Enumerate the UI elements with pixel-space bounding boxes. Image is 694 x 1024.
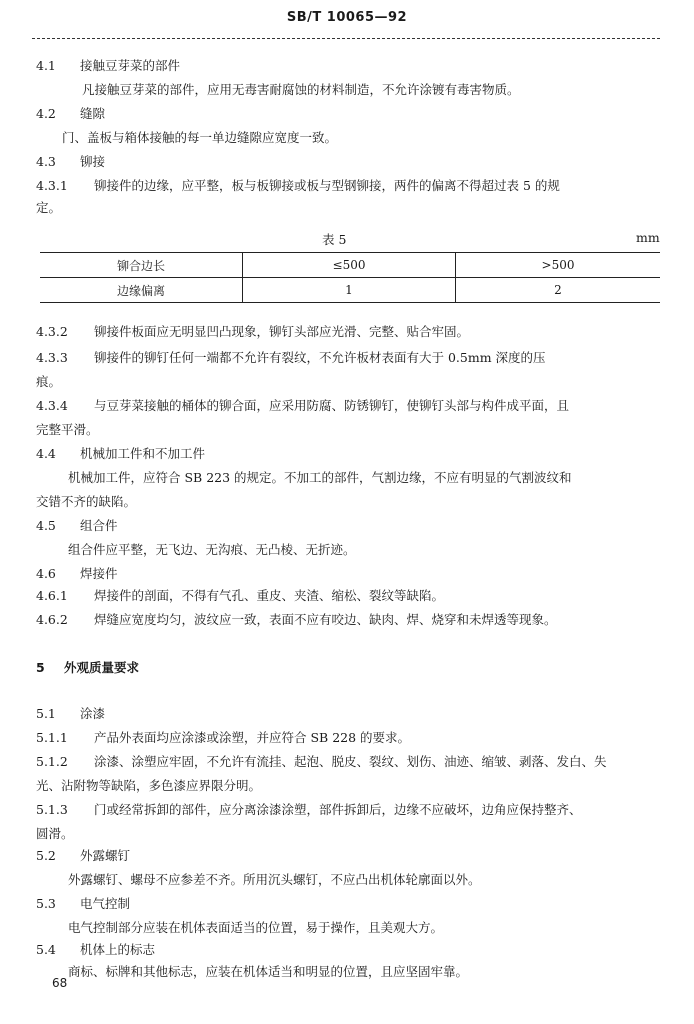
section-5-3-heading	[36, 896, 130, 912]
table-caption: 表 5	[322, 232, 347, 247]
section-title: 机体上的标志	[80, 942, 156, 957]
cell: 2	[456, 278, 661, 303]
section-4-3-heading	[36, 154, 105, 170]
section-title: 外露螺钉	[80, 848, 131, 863]
section-number: 4.1	[36, 58, 56, 73]
section-4-2-text: 门、盖板与箱体接触的每一单边缝隙应宽度一致。	[62, 130, 338, 145]
cell: 1	[243, 278, 456, 303]
section-title: 接触豆芽菜的部件	[80, 58, 181, 73]
section-number: 4.3	[36, 154, 56, 169]
section-title: 涂漆	[80, 706, 106, 721]
section-text: 涂漆、涂塑应牢固，不允许有流挂、起泡、脱皮、裂纹、划伤、油迹、缩皱、剥落、发白、失	[94, 754, 607, 769]
table-5	[40, 252, 660, 303]
table-unit: mm	[636, 230, 660, 245]
section-text: 门或经常拆卸的部件，应分离涂漆涂塑，部件拆卸后，边缘不应破坏，边角应保持整齐、	[94, 802, 582, 817]
section-4-4-line-1: 机械加工件，应符合 SB 223 的规定。不加工的部件，气割边缘，不应有明显的气割波纹和	[68, 470, 572, 485]
section-title: 缝隙	[80, 106, 106, 121]
section-5-4-text: 商标、标牌和其他标志，应装在机体适当和明显的位置，且应坚固牢靠。	[68, 964, 469, 979]
section-text: 铆接件板面应无明显凹凸现象，铆钉头部应光滑、完整、贴合牢固。	[94, 324, 470, 339]
section-4-4-heading	[36, 446, 205, 462]
section-4-3-2	[36, 324, 469, 340]
section-number: 5.1.2	[36, 754, 68, 769]
cell: >500	[456, 253, 661, 278]
section-4-1-text: 凡接触豆芽菜的部件，应用无毒害耐腐蚀的材料制造，不允许涂镀有毒害物质。	[82, 82, 520, 97]
header-rule	[32, 38, 660, 39]
row-label: 边缘偏离	[40, 278, 243, 303]
table-row	[40, 278, 660, 303]
section-text: 与豆芽菜接触的桶体的铆合面，应采用防腐、防锈铆钉，使铆钉头部与构件成平面，且	[94, 398, 570, 413]
table-row	[40, 253, 660, 278]
section-5-1-1	[36, 730, 410, 746]
section-4-4-line-2: 交错不齐的缺陷。	[36, 494, 137, 509]
section-number: 5.3	[36, 896, 56, 911]
section-4-6-1	[36, 588, 444, 604]
document-code-header: SB/T 10065—92	[286, 10, 408, 25]
section-text: 焊缝应宽度均匀，波纹应一致，表面不应有咬边、缺肉、焊、烧穿和未焊透等现象。	[94, 612, 557, 627]
section-title: 机械加工件和不加工件	[80, 446, 206, 461]
section-number: 4.3.4	[36, 398, 68, 413]
section-5-4-heading	[36, 942, 155, 958]
section-5-2-heading	[36, 848, 130, 864]
section-5-1-3-line-1	[36, 802, 582, 818]
section-number: 5	[36, 660, 45, 675]
section-title: 铆接	[80, 154, 106, 169]
section-text: 产品外表面均应涂漆或涂塑，并应符合 SB 228 的要求。	[94, 730, 411, 745]
section-title: 外观质量要求	[64, 660, 140, 675]
section-4-3-4-line-2: 完整平滑。	[36, 422, 99, 437]
section-number: 4.6.2	[36, 612, 68, 627]
section-4-2-heading	[36, 106, 105, 122]
section-5-1-heading	[36, 706, 105, 722]
section-text: 铆接件的边缘，应平整，板与板铆接或板与型钢铆接，两件的偏离不得超过表 5 的规	[94, 178, 560, 193]
row-label: 铆合边长	[40, 253, 243, 278]
section-4-1-heading	[36, 58, 180, 74]
section-5-1-3-line-2: 圆滑。	[36, 826, 74, 841]
section-number: 4.3.1	[36, 178, 68, 193]
section-title: 电气控制	[80, 896, 131, 911]
section-number: 4.2	[36, 106, 56, 121]
section-5-1-2-line-1	[36, 754, 607, 770]
section-5-3-text: 电气控制部分应装在机体表面适当的位置，易于操作，且美观大方。	[68, 920, 444, 935]
section-number: 5.1.1	[36, 730, 68, 745]
page-number: 68	[52, 976, 68, 990]
section-4-6-2	[36, 612, 557, 628]
section-number: 4.5	[36, 518, 56, 533]
section-4-3-1-line-2: 定。	[36, 200, 62, 215]
section-number: 5.2	[36, 848, 56, 863]
section-4-5-heading	[36, 518, 118, 534]
section-text: 铆接件的铆钉任何一端都不允许有裂纹，不允许板材表面有大于 0.5mm 深度的压	[94, 350, 546, 365]
section-number: 4.3.3	[36, 350, 68, 365]
section-number: 5.1	[36, 706, 56, 721]
section-4-3-3-line-1	[36, 350, 546, 366]
section-text: 焊接件的剖面，不得有气孔、重皮、夹渣、缩松、裂纹等缺陷。	[94, 588, 445, 603]
section-4-5-text: 组合件应平整，无飞边、无沟痕、无凸棱、无折迹。	[68, 542, 356, 557]
section-number: 4.6	[36, 566, 56, 581]
section-title: 焊接件	[80, 566, 118, 581]
section-number: 4.3.2	[36, 324, 68, 339]
section-5-1-2-line-2: 光、沾附物等缺陷，多色漆应界限分明。	[36, 778, 262, 793]
section-4-3-3-line-2: 痕。	[36, 374, 62, 389]
section-number: 5.1.3	[36, 802, 68, 817]
section-5-heading	[36, 660, 139, 676]
section-5-2-text: 外露螺钉、螺母不应参差不齐。所用沉头螺钉，不应凸出机体轮廓面以外。	[68, 872, 481, 887]
section-4-3-4-line-1	[36, 398, 569, 414]
section-number: 5.4	[36, 942, 56, 957]
section-number: 4.6.1	[36, 588, 68, 603]
section-title: 组合件	[80, 518, 118, 533]
section-4-3-1-line-1	[36, 178, 560, 194]
section-4-6-heading	[36, 566, 118, 582]
cell: ≤500	[243, 253, 456, 278]
section-number: 4.4	[36, 446, 56, 461]
